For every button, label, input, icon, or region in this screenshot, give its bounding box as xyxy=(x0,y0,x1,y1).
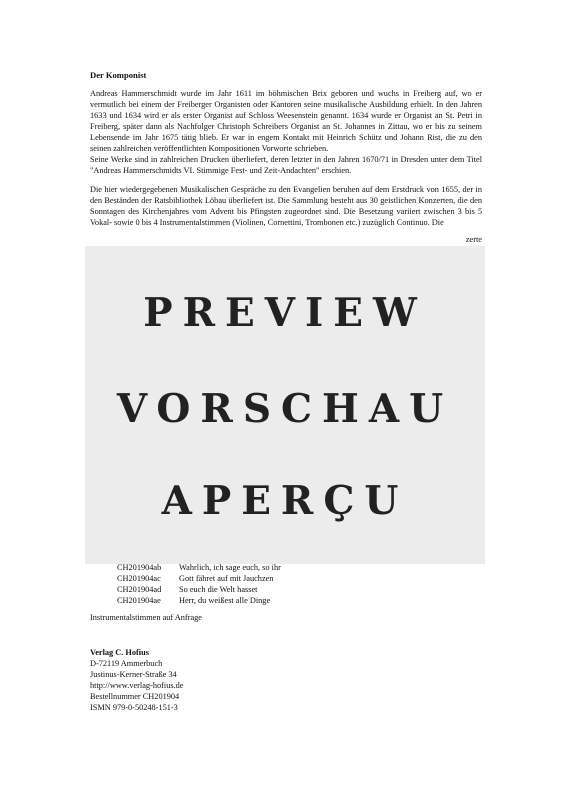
publisher-name: Verlag C. Hofius xyxy=(90,648,149,657)
work-title: Wahrlich, ich sage euch, so ihr xyxy=(179,563,281,572)
work-title: So euch die Welt hasset xyxy=(179,585,258,594)
work-title: Gott fähret auf mit Jauchzen xyxy=(179,574,274,583)
composer-biography xyxy=(90,88,482,176)
collection-description: Die hier wiedergegebenen Musikalischen Gespräche zu den Evangelien beruhen auf dem Erstdruck von 1655, der in den Beständen der Ratsbibliothek Löbau überliefert ist. Die Sammlung besteht aus 30 geistlichen Konzerten, die den Sonntagen des Kirchenjahres vom Advent bis Pfingsten zugeordnet sind. Die Besetzung variiert zwischen 3 bis 5 Vokal- sowie 0 bis 4 Instrumentalstimmen (Violinen, Cornettini, Trombonen etc.) zuzüglich Continuo. Die xyxy=(90,185,482,227)
table-row xyxy=(117,573,281,584)
work-code: CH201904ae xyxy=(117,596,161,605)
partial-text-right: zerte xyxy=(465,235,482,244)
publisher-street: Justinus-Kerner-Straße 34 xyxy=(90,670,177,679)
work-code: CH201904ab xyxy=(117,563,162,572)
instrumental-parts-note: Instrumentalstimmen auf Anfrage xyxy=(90,613,202,622)
section-heading: Der Komponist xyxy=(90,70,147,80)
work-title: Herr, du weißest alle Dinge xyxy=(179,596,271,605)
table-row xyxy=(117,584,281,595)
publisher-address: D-72119 Ammerbuch xyxy=(90,659,163,668)
preview-watermark xyxy=(85,246,485,564)
publisher-block xyxy=(90,647,183,713)
work-code: CH201904ac xyxy=(117,574,161,583)
work-code: CH201904ad xyxy=(117,585,162,594)
table-row xyxy=(117,595,281,606)
watermark-apercu: APERÇU xyxy=(161,478,409,524)
order-number: Bestellnummer CH201904 xyxy=(90,692,180,701)
ismn-number: ISMN 979-0-50248-151-3 xyxy=(90,703,178,712)
works-list xyxy=(117,562,281,606)
biography-paragraph: Andreas Hammerschmidt wurde im Jahr 1611 im böhmischen Brix geboren und wuchs in Freiberg auf, wo er vermutlich bei einem der Freiberger Organisten oder Kantoren seine musikalische Ausbildung erhielt. In den Jahren 1633 und 1634 wird er als erster Organist auf Schloss Weesenstein genannt. 1634 wurde er Organist an St. Petri in Freiberg, später dann als Nachfolger Christoph Schreibers Organist an St. Johannes in Zittau, wo er bis zu seinem Lebensende im Jahr 1675 tätig blieb. Er war in engem Kontakt mit Heinrich Schütz und Johann Rist, die zu den seinen zahlreichen veröffentlichten Kompositionen Vorworte schrieben. xyxy=(90,89,482,153)
watermark-preview: PREVIEW xyxy=(143,290,427,336)
table-row xyxy=(117,562,281,573)
publisher-website-link[interactable]: http://www.verlag-hofius.de xyxy=(90,681,184,690)
watermark-vorschau: VORSCHAU xyxy=(116,386,454,432)
works-paragraph: Seine Werke sind in zahlreichen Drucken überliefert, deren letzter in den Jahren 1670/71 in Dresden unter dem Titel "Andreas Hammerschmidts VI. Stimmige Fest- und Zeit-Andachten" erschien. xyxy=(90,155,482,175)
